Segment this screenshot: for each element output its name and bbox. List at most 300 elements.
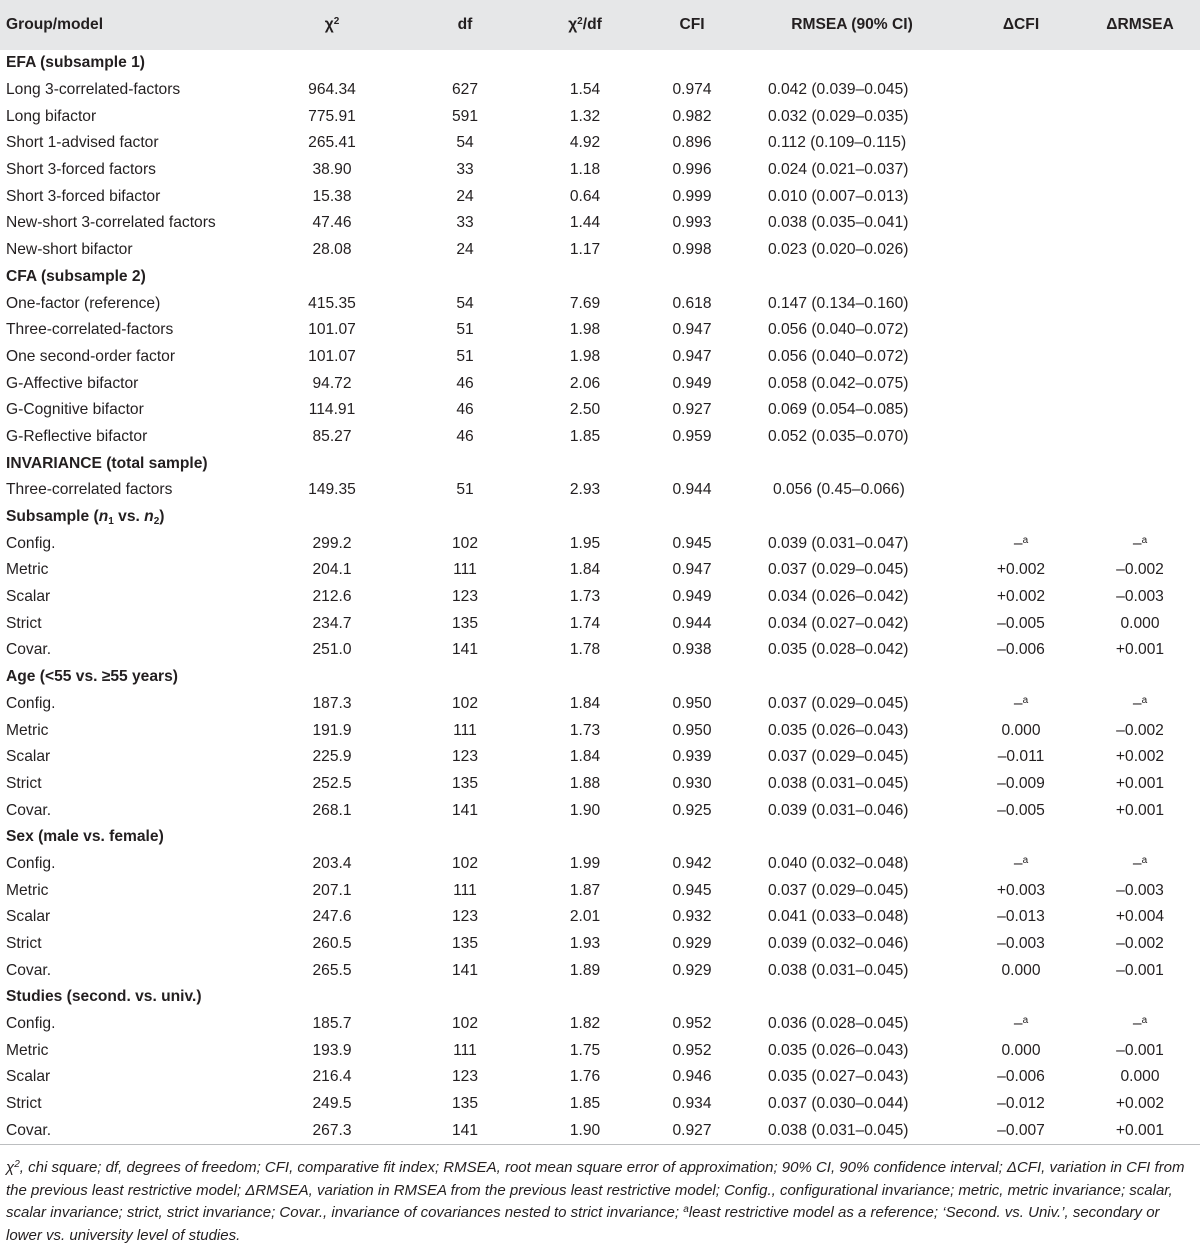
cell-df: 51 <box>456 321 474 339</box>
cell-cfi: 0.938 <box>672 641 712 659</box>
cell-delta-cfi: +0.003 <box>996 881 1046 899</box>
table-row <box>0 610 1200 637</box>
cell-model: Strict <box>6 1095 42 1113</box>
reference-dash: – <box>1013 1015 1023 1033</box>
cell-delta-cfi <box>962 130 1080 157</box>
section-title: INVARIANCE (total sample) <box>6 454 208 472</box>
table-row <box>0 557 1200 584</box>
cell-rmsea: 0.035 (0.028–0.042) <box>768 641 909 659</box>
cell-rmsea: 0.037 (0.029–0.045) <box>768 694 909 712</box>
cell-rmsea: 0.037 (0.030–0.044) <box>768 1095 909 1113</box>
cell-delta-cfi: –0.011 <box>997 748 1045 766</box>
header-chi2df-symbol: χ <box>568 16 578 33</box>
cell-delta-rmsea: –0.001 <box>1116 1041 1164 1059</box>
cell-rmsea: 0.038 (0.031–0.045) <box>742 1118 962 1145</box>
cell-chi2: 185.7 <box>312 1015 352 1033</box>
cell-rmsea: 0.147 (0.134–0.160) <box>768 294 909 312</box>
cell-chi2: 299.2 <box>312 534 352 552</box>
table-row <box>0 1118 1200 1145</box>
cell-chi2-df: 1.84 <box>569 561 601 579</box>
cell-df: 54 <box>456 294 474 312</box>
reference-dash: – <box>1132 534 1142 552</box>
cell-cfi: 0.974 <box>672 81 712 99</box>
header-chi2df-slash: /df <box>582 16 602 33</box>
cell-cfi: 0.949 <box>672 588 712 606</box>
header-cfi: CFI <box>679 16 705 33</box>
cell-delta-cfi <box>962 370 1080 397</box>
cell-chi2: 964.34 <box>308 81 356 99</box>
cell-cfi: 0.950 <box>672 721 712 739</box>
cell-chi2-df: 7.69 <box>569 294 601 312</box>
cell-model: Long 3-correlated-factors <box>6 81 181 99</box>
cell-rmsea: 0.035 (0.026–0.043) <box>768 721 909 739</box>
cell-rmsea: 0.034 (0.026–0.042) <box>768 588 909 606</box>
cell-cfi: 0.925 <box>672 801 712 819</box>
cell-delta-cfi <box>962 103 1080 130</box>
section-header-row <box>0 50 1200 77</box>
table-body <box>0 50 1200 1144</box>
cell-chi2: 415.35 <box>308 294 356 312</box>
table-row <box>0 237 1200 264</box>
cell-delta-cfi <box>962 530 1080 557</box>
cell-chi2-df: 1.44 <box>569 214 601 232</box>
section-title: Sex (male vs. female) <box>6 828 164 846</box>
cell-cfi: 0.929 <box>672 961 712 979</box>
cell-chi2: 204.1 <box>312 561 352 579</box>
footnote-text-2: least restrictive model as a reference; ‘Second. vs. Univ.’, secondary or lower vs. university level of studies. <box>6 1204 1160 1244</box>
cell-chi2-df: 1.78 <box>569 641 601 659</box>
cell-chi2: 775.91 <box>308 107 356 125</box>
cell-df: 135 <box>451 935 479 953</box>
cell-chi2-df: 2.50 <box>569 401 601 419</box>
cell-chi2-df: 1.88 <box>569 774 601 792</box>
cell-model: G-Cognitive bifactor <box>6 401 144 419</box>
cell-chi2: 267.3 <box>262 1118 402 1145</box>
cell-delta-cfi <box>962 477 1080 504</box>
cell-chi2-df: 1.99 <box>569 854 601 872</box>
cell-chi2-df: 4.92 <box>569 134 601 152</box>
cell-cfi: 0.942 <box>672 854 712 872</box>
cell-chi2: 251.0 <box>312 641 352 659</box>
cell-df: 24 <box>456 241 474 259</box>
cell-cfi: 0.998 <box>672 241 712 259</box>
cell-cfi: 0.618 <box>672 294 712 312</box>
cell-chi2-df: 1.76 <box>569 1068 601 1086</box>
cell-df: 46 <box>456 401 474 419</box>
reference-sup: a <box>1141 1015 1148 1027</box>
cell-delta-cfi <box>962 1011 1080 1038</box>
cell-model: Three-correlated factors <box>6 481 173 499</box>
cell-model: Config. <box>6 1015 56 1033</box>
cell-chi2: 268.1 <box>312 801 352 819</box>
cell-model: Metric <box>6 881 49 899</box>
cell-delta-cfi: –0.006 <box>997 641 1045 659</box>
cell-delta-cfi: –0.012 <box>997 1095 1045 1113</box>
cell-rmsea: 0.032 (0.029–0.035) <box>768 107 909 125</box>
table-row <box>0 904 1200 931</box>
cell-cfi: 0.996 <box>672 161 712 179</box>
cell-delta-rmsea <box>1080 317 1200 344</box>
cell-cfi: 0.929 <box>672 935 712 953</box>
cell-df: 627 <box>451 81 479 99</box>
cell-delta-cfi: –0.007 <box>962 1118 1080 1145</box>
cell-df: 141 <box>402 1118 528 1145</box>
cell-model: Covar. <box>0 1118 262 1145</box>
cell-rmsea: 0.042 (0.039–0.045) <box>768 81 909 99</box>
cell-cfi: 0.927 <box>672 401 712 419</box>
cell-delta-rmsea <box>1080 157 1200 184</box>
cell-chi2: 265.41 <box>308 134 356 152</box>
table-row <box>0 103 1200 130</box>
reference-dash: – <box>1132 854 1142 872</box>
cell-df: 591 <box>451 107 479 125</box>
cell-delta-rmsea <box>1080 397 1200 424</box>
cell-df: 46 <box>456 374 474 392</box>
cell-cfi: 0.934 <box>672 1095 712 1113</box>
cell-chi2-df: 1.17 <box>569 241 601 259</box>
cell-df: 111 <box>453 561 477 579</box>
cell-chi2-df: 1.32 <box>569 107 601 125</box>
cell-model: Three-correlated-factors <box>6 321 174 339</box>
header-row <box>0 0 1200 50</box>
cell-delta-rmsea <box>1080 130 1200 157</box>
cell-delta-cfi <box>962 77 1080 104</box>
section-header-row <box>0 824 1200 851</box>
cell-chi2-df: 2.01 <box>569 908 601 926</box>
cell-chi2: 207.1 <box>312 881 352 899</box>
cell-rmsea: 0.038 (0.031–0.045) <box>768 774 909 792</box>
table-row <box>0 397 1200 424</box>
section-title <box>0 504 1200 531</box>
cell-chi2: 191.9 <box>312 721 352 739</box>
cell-model: Strict <box>6 614 42 632</box>
cell-chi2: 193.9 <box>312 1041 352 1059</box>
cell-delta-cfi <box>962 344 1080 371</box>
cell-delta-rmsea <box>1080 1011 1200 1038</box>
cell-delta-rmsea: +0.002 <box>1115 1095 1165 1113</box>
cell-rmsea: 0.036 (0.028–0.045) <box>768 1015 909 1033</box>
section-title-sub1: 1 <box>108 516 114 528</box>
cell-delta-rmsea: –0.003 <box>1116 588 1164 606</box>
reference-dash: – <box>1013 854 1023 872</box>
cell-rmsea: 0.039 (0.032–0.046) <box>768 935 909 953</box>
cell-delta-cfi <box>962 237 1080 264</box>
header-rmsea: RMSEA (90% CI) <box>791 16 913 33</box>
cell-chi2-df: 0.64 <box>569 187 601 205</box>
cell-rmsea: 0.039 (0.031–0.047) <box>768 534 909 552</box>
cell-delta-rmsea <box>1080 103 1200 130</box>
cell-model: Scalar <box>6 748 51 766</box>
cell-chi2: 187.3 <box>312 694 352 712</box>
cell-df: 123 <box>451 748 479 766</box>
cell-chi2-df: 1.85 <box>569 1095 601 1113</box>
cell-delta-rmsea: –0.002 <box>1116 935 1164 953</box>
cell-cfi: 0.947 <box>672 347 712 365</box>
reference-dash: – <box>1013 694 1023 712</box>
cell-df: 102 <box>451 854 479 872</box>
cell-chi2: 265.5 <box>312 961 352 979</box>
section-header-row <box>0 264 1200 291</box>
footnote-text-1: , chi square; df, degrees of freedom; CFI, comparative fit index; RMSEA, root mean square error of approximation; 90% CI, 90% confidence interval; ΔCFI, variation in CFI from the previous least restrictive model; ΔRMSEA, variation in RMSEA from the previous least restrictive model; Config., configurational invariance; metric, metric invariance; scalar, scalar invariance; strict, strict invariance; Covar., invariance of covariances nested to strict invariance; <box>6 1159 1185 1221</box>
table-row <box>0 1011 1200 1038</box>
cell-delta-cfi <box>962 424 1080 451</box>
cell-cfi: 0.993 <box>672 214 712 232</box>
cell-delta-cfi: –0.013 <box>997 908 1045 926</box>
header-chi2df-sup: 2 <box>577 16 583 27</box>
footnote-chi-sup: 2 <box>14 1159 20 1170</box>
cell-model: New-short 3-correlated factors <box>6 214 216 232</box>
cell-chi2-df: 1.98 <box>569 347 601 365</box>
cell-delta-rmsea: +0.001 <box>1080 1118 1200 1145</box>
cell-rmsea: 0.052 (0.035–0.070) <box>768 427 909 445</box>
cell-chi2: 94.72 <box>312 374 352 392</box>
cell-delta-cfi: –0.006 <box>997 1068 1045 1086</box>
cell-df: 102 <box>451 534 479 552</box>
section-title: Age (<55 vs. ≥55 years) <box>6 668 178 686</box>
cell-cfi: 0.946 <box>672 1068 712 1086</box>
cell-delta-rmsea <box>1080 477 1200 504</box>
cell-model: Metric <box>6 561 49 579</box>
cell-df: 33 <box>456 214 474 232</box>
cell-chi2: 38.90 <box>312 161 352 179</box>
cell-df: 102 <box>451 694 479 712</box>
section-title: Studies (second. vs. univ.) <box>6 988 202 1006</box>
cell-chi2-df: 2.93 <box>569 481 601 499</box>
cell-rmsea: 0.038 (0.035–0.041) <box>768 214 909 232</box>
table-row <box>0 1037 1200 1064</box>
cell-model: Config. <box>6 534 56 552</box>
section-title-sub2: 2 <box>153 516 160 528</box>
cell-delta-cfi: –0.005 <box>997 801 1045 819</box>
cell-rmsea: 0.035 (0.026–0.043) <box>768 1041 909 1059</box>
cell-chi2: 249.5 <box>312 1095 352 1113</box>
cell-df: 123 <box>451 1068 479 1086</box>
cell-chi2-df: 1.18 <box>569 161 601 179</box>
table-row <box>0 1091 1200 1118</box>
cell-rmsea: 0.024 (0.021–0.037) <box>768 161 909 179</box>
reference-sup: a <box>1022 854 1029 866</box>
cell-model: Short 3-forced bifactor <box>6 187 161 205</box>
cell-df: 135 <box>451 774 479 792</box>
cell-delta-rmsea <box>1080 183 1200 210</box>
table-header <box>0 0 1200 50</box>
cell-delta-cfi <box>962 851 1080 878</box>
cell-model: One-factor (reference) <box>6 294 161 312</box>
cell-chi2-df: 1.98 <box>569 321 601 339</box>
cell-delta-rmsea: +0.001 <box>1115 801 1165 819</box>
section-header-row <box>0 450 1200 477</box>
cell-df: 33 <box>456 161 474 179</box>
cell-delta-cfi: +0.002 <box>996 588 1046 606</box>
cell-chi2-df: 1.75 <box>569 1041 601 1059</box>
table-row <box>0 77 1200 104</box>
table-row <box>0 797 1200 824</box>
cell-delta-rmsea: –0.002 <box>1116 721 1164 739</box>
cell-model: New-short bifactor <box>6 241 133 259</box>
cell-delta-rmsea: +0.001 <box>1115 774 1165 792</box>
cell-delta-cfi <box>962 157 1080 184</box>
cell-cfi: 0.932 <box>672 908 712 926</box>
cell-chi2: 234.7 <box>312 614 352 632</box>
table-row <box>0 130 1200 157</box>
section-header-row <box>0 504 1200 531</box>
cell-model: Short 3-forced factors <box>6 161 156 179</box>
table-row <box>0 637 1200 664</box>
header-chi2-symbol: χ <box>324 16 334 33</box>
cell-chi2-df: 1.84 <box>569 694 601 712</box>
cell-df: 102 <box>451 1015 479 1033</box>
cell-df: 111 <box>453 881 477 899</box>
header-delta-rmsea: ΔRMSEA <box>1106 16 1174 33</box>
cell-cfi: 0.959 <box>672 427 712 445</box>
table-row <box>0 1064 1200 1091</box>
cell-model: Covar. <box>6 641 52 659</box>
cell-chi2-df: 1.85 <box>569 427 601 445</box>
cell-rmsea: 0.035 (0.027–0.043) <box>768 1068 909 1086</box>
cell-delta-cfi <box>962 210 1080 237</box>
cell-cfi: 0.947 <box>672 561 712 579</box>
cell-rmsea: 0.038 (0.031–0.045) <box>768 961 909 979</box>
cell-rmsea: 0.010 (0.007–0.013) <box>768 187 909 205</box>
cell-model: Strict <box>6 935 42 953</box>
cell-chi2: 85.27 <box>312 427 352 445</box>
cell-rmsea: 0.058 (0.042–0.075) <box>768 374 909 392</box>
cell-cfi: 0.947 <box>672 321 712 339</box>
table-row <box>0 157 1200 184</box>
cell-model: Metric <box>6 721 49 739</box>
cell-rmsea: 0.112 (0.109–0.115) <box>768 134 907 152</box>
cell-delta-rmsea <box>1080 77 1200 104</box>
cell-df: 51 <box>456 347 474 365</box>
cell-rmsea: 0.023 (0.020–0.026) <box>768 241 909 259</box>
cell-rmsea: 0.056 (0.45–0.066) <box>773 481 905 499</box>
cell-delta-rmsea <box>1080 530 1200 557</box>
cell-chi2: 114.91 <box>308 401 356 419</box>
cell-model: One second-order factor <box>6 347 176 365</box>
section-title-vs: vs. <box>113 508 145 526</box>
cell-chi2: 216.4 <box>312 1068 352 1086</box>
cell-chi2: 203.4 <box>312 854 352 872</box>
cell-cfi: 0.927 <box>642 1118 742 1145</box>
cell-df: 141 <box>451 641 479 659</box>
cell-delta-rmsea <box>1080 210 1200 237</box>
cell-chi2-df: 1.73 <box>569 588 601 606</box>
cell-delta-cfi: 0.000 <box>1001 1041 1041 1059</box>
table-row <box>0 344 1200 371</box>
cell-delta-cfi: –0.009 <box>997 774 1045 792</box>
header-chi2-df <box>528 0 642 50</box>
cell-cfi: 0.982 <box>672 107 712 125</box>
section-title: CFA (subsample 2) <box>6 267 146 285</box>
section-header-row <box>0 984 1200 1011</box>
table-row <box>0 851 1200 878</box>
cell-df: 51 <box>456 481 474 499</box>
cell-chi2: 225.9 <box>312 748 352 766</box>
header-group-model: Group/model <box>6 16 104 33</box>
cell-df: 54 <box>456 134 474 152</box>
cell-rmsea: 0.039 (0.031–0.046) <box>768 801 909 819</box>
cell-chi2-df: 2.06 <box>569 374 601 392</box>
cell-delta-rmsea <box>1080 691 1200 718</box>
reference-sup: a <box>1022 1015 1029 1027</box>
cell-model: Config. <box>6 694 56 712</box>
cell-rmsea: 0.037 (0.029–0.045) <box>768 881 909 899</box>
cell-delta-rmsea <box>1080 424 1200 451</box>
section-title-end: ) <box>159 508 165 526</box>
section-title-n2: n <box>144 508 154 526</box>
cell-model: Scalar <box>6 908 51 926</box>
cell-model: Scalar <box>6 1068 51 1086</box>
cell-delta-rmsea: 0.000 <box>1120 614 1160 632</box>
reference-sup: a <box>1022 694 1029 706</box>
table-row <box>0 717 1200 744</box>
table-row <box>0 691 1200 718</box>
cell-rmsea: 0.034 (0.027–0.042) <box>768 614 909 632</box>
cell-df: 46 <box>456 427 474 445</box>
cell-model: Metric <box>6 1041 49 1059</box>
cell-delta-cfi <box>962 397 1080 424</box>
table-row <box>0 931 1200 958</box>
cell-cfi: 0.949 <box>672 374 712 392</box>
cell-cfi: 0.930 <box>672 774 712 792</box>
cell-model: Covar. <box>6 801 52 819</box>
cell-chi2-df: 1.84 <box>569 748 601 766</box>
cell-df: 111 <box>453 1041 477 1059</box>
cell-chi2-df: 1.74 <box>569 614 601 632</box>
reference-sup: a <box>1141 534 1148 546</box>
cell-rmsea: 0.041 (0.033–0.048) <box>768 908 909 926</box>
header-delta-cfi: ΔCFI <box>1002 16 1040 33</box>
cell-chi2-df: 1.87 <box>569 881 601 899</box>
cell-chi2-df: 1.89 <box>569 961 601 979</box>
cell-delta-rmsea: +0.004 <box>1115 908 1165 926</box>
table-row <box>0 317 1200 344</box>
cell-delta-cfi <box>962 317 1080 344</box>
cell-chi2-df: 1.93 <box>569 935 601 953</box>
cell-delta-rmsea <box>1080 290 1200 317</box>
cell-chi2: 252.5 <box>312 774 352 792</box>
table-row <box>0 370 1200 397</box>
cell-df: 141 <box>451 801 479 819</box>
cell-delta-cfi: –0.005 <box>997 614 1045 632</box>
cell-cfi: 0.944 <box>672 614 712 632</box>
table-row <box>0 877 1200 904</box>
cell-delta-rmsea: –0.001 <box>1116 961 1164 979</box>
cell-df: 135 <box>451 614 479 632</box>
table-row <box>0 771 1200 798</box>
cell-delta-cfi: –0.003 <box>997 935 1045 953</box>
cell-cfi: 0.952 <box>672 1041 712 1059</box>
table-row <box>0 290 1200 317</box>
cell-cfi: 0.944 <box>672 481 712 499</box>
cell-model: G-Affective bifactor <box>6 374 139 392</box>
reference-sup: a <box>1141 694 1148 706</box>
section-title-n1: n <box>98 508 109 526</box>
header-df: df <box>457 16 473 33</box>
cell-chi2-df: 1.90 <box>528 1118 642 1145</box>
cell-rmsea: 0.037 (0.029–0.045) <box>768 561 909 579</box>
cell-df: 123 <box>451 908 479 926</box>
cell-rmsea: 0.056 (0.040–0.072) <box>768 321 909 339</box>
cell-cfi: 0.950 <box>672 694 712 712</box>
cell-chi2: 47.46 <box>312 214 352 232</box>
cell-chi2: 212.6 <box>312 588 352 606</box>
cell-df: 123 <box>451 588 479 606</box>
reference-dash: – <box>1132 1015 1142 1033</box>
table-row <box>0 183 1200 210</box>
cell-rmsea: 0.040 (0.032–0.048) <box>768 854 909 872</box>
cell-cfi: 0.945 <box>672 534 712 552</box>
